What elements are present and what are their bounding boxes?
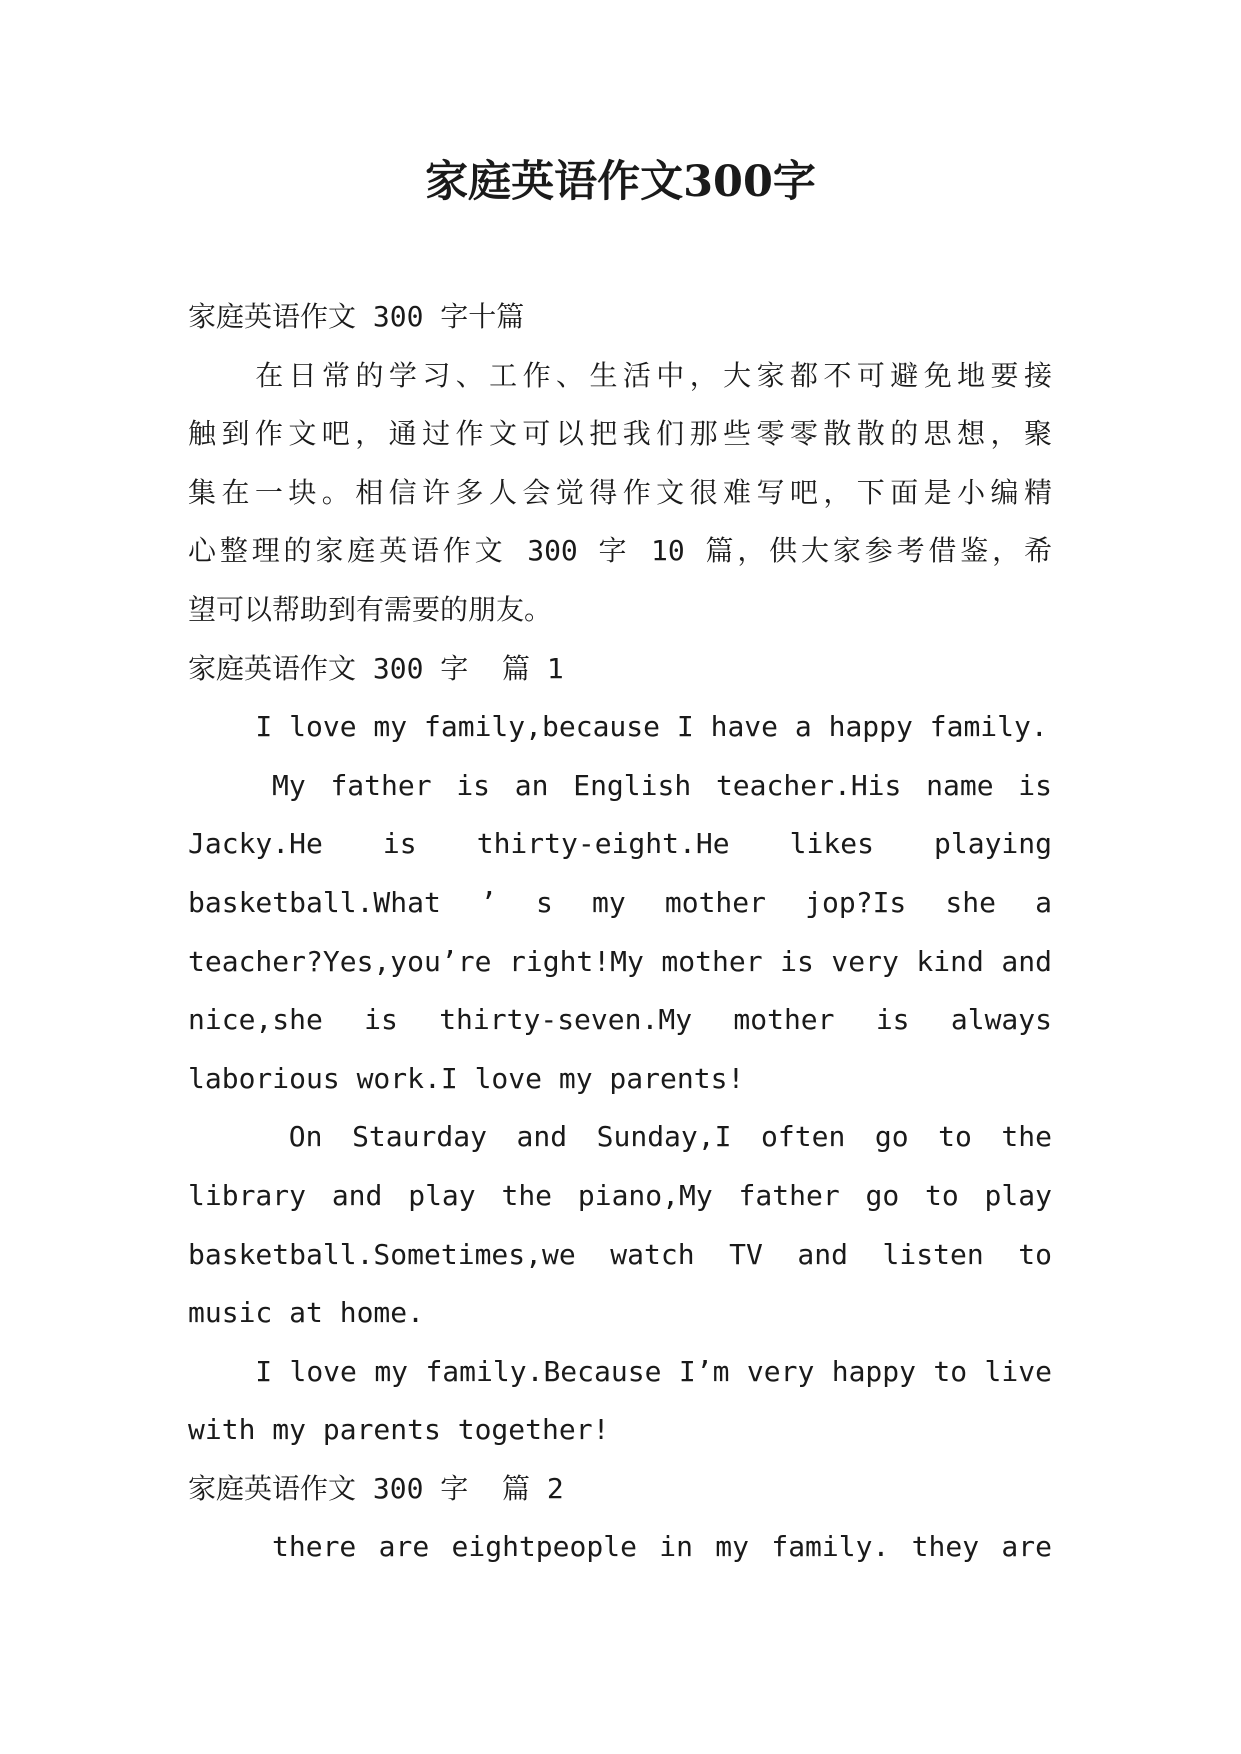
text-line: library and play the piano,My father go to play (188, 1178, 1052, 1212)
text-line: I love my family.Because I’m very happy to live (255, 1354, 1052, 1388)
text-line: 家庭英语作文 300 字 篇 2 (188, 1471, 564, 1505)
text-line: 触到作文吧，通过作文可以把我们那些零零散散的思想，聚 (188, 417, 1052, 451)
text-line: My father is an English teacher.His name is (272, 768, 1052, 802)
document-title: 家庭英语作文300字 (425, 157, 816, 207)
text-line: On Staurday and Sunday,I often go to the (288, 1120, 1052, 1154)
document-body (188, 288, 1052, 1577)
text-line: I love my family,because I have a happy family. (188, 710, 1048, 744)
text-line: 集在一块。相信许多人会觉得作文很难写吧，下面是小编精 (188, 475, 1052, 509)
text-line: there are eightpeople in my family. they are (272, 1530, 1052, 1564)
text-line: nice,she is thirty-seven.My mother is always (188, 1003, 1052, 1037)
text-line: music at home. (188, 1296, 425, 1330)
text-line: with my parents together! (188, 1413, 610, 1447)
text-line: teacher?Yes,you’re right!My mother is very kind and (188, 944, 1052, 978)
text-line: basketball.What ’ s my mother jop?Is she a (188, 885, 1052, 919)
text-line: 望可以帮助到有需要的朋友。 (188, 592, 553, 626)
text-line: 家庭英语作文 300 字 篇 1 (188, 651, 564, 685)
text-line: Jacky.He is thirty-eight.He likes playing (188, 827, 1052, 861)
text-line: 家庭英语作文 300 字十篇 (188, 300, 525, 333)
text-line: 在日常的学习、工作、生活中，大家都不可避免地要接 (255, 358, 1052, 392)
text-line: 心整理的家庭英语作文 300 字 10 篇，供大家参考借鉴，希 (188, 534, 1052, 568)
text-line: basketball.Sometimes,we watch TV and listen to (188, 1237, 1052, 1271)
text-line: laborious work.I love my parents! (188, 1061, 745, 1095)
